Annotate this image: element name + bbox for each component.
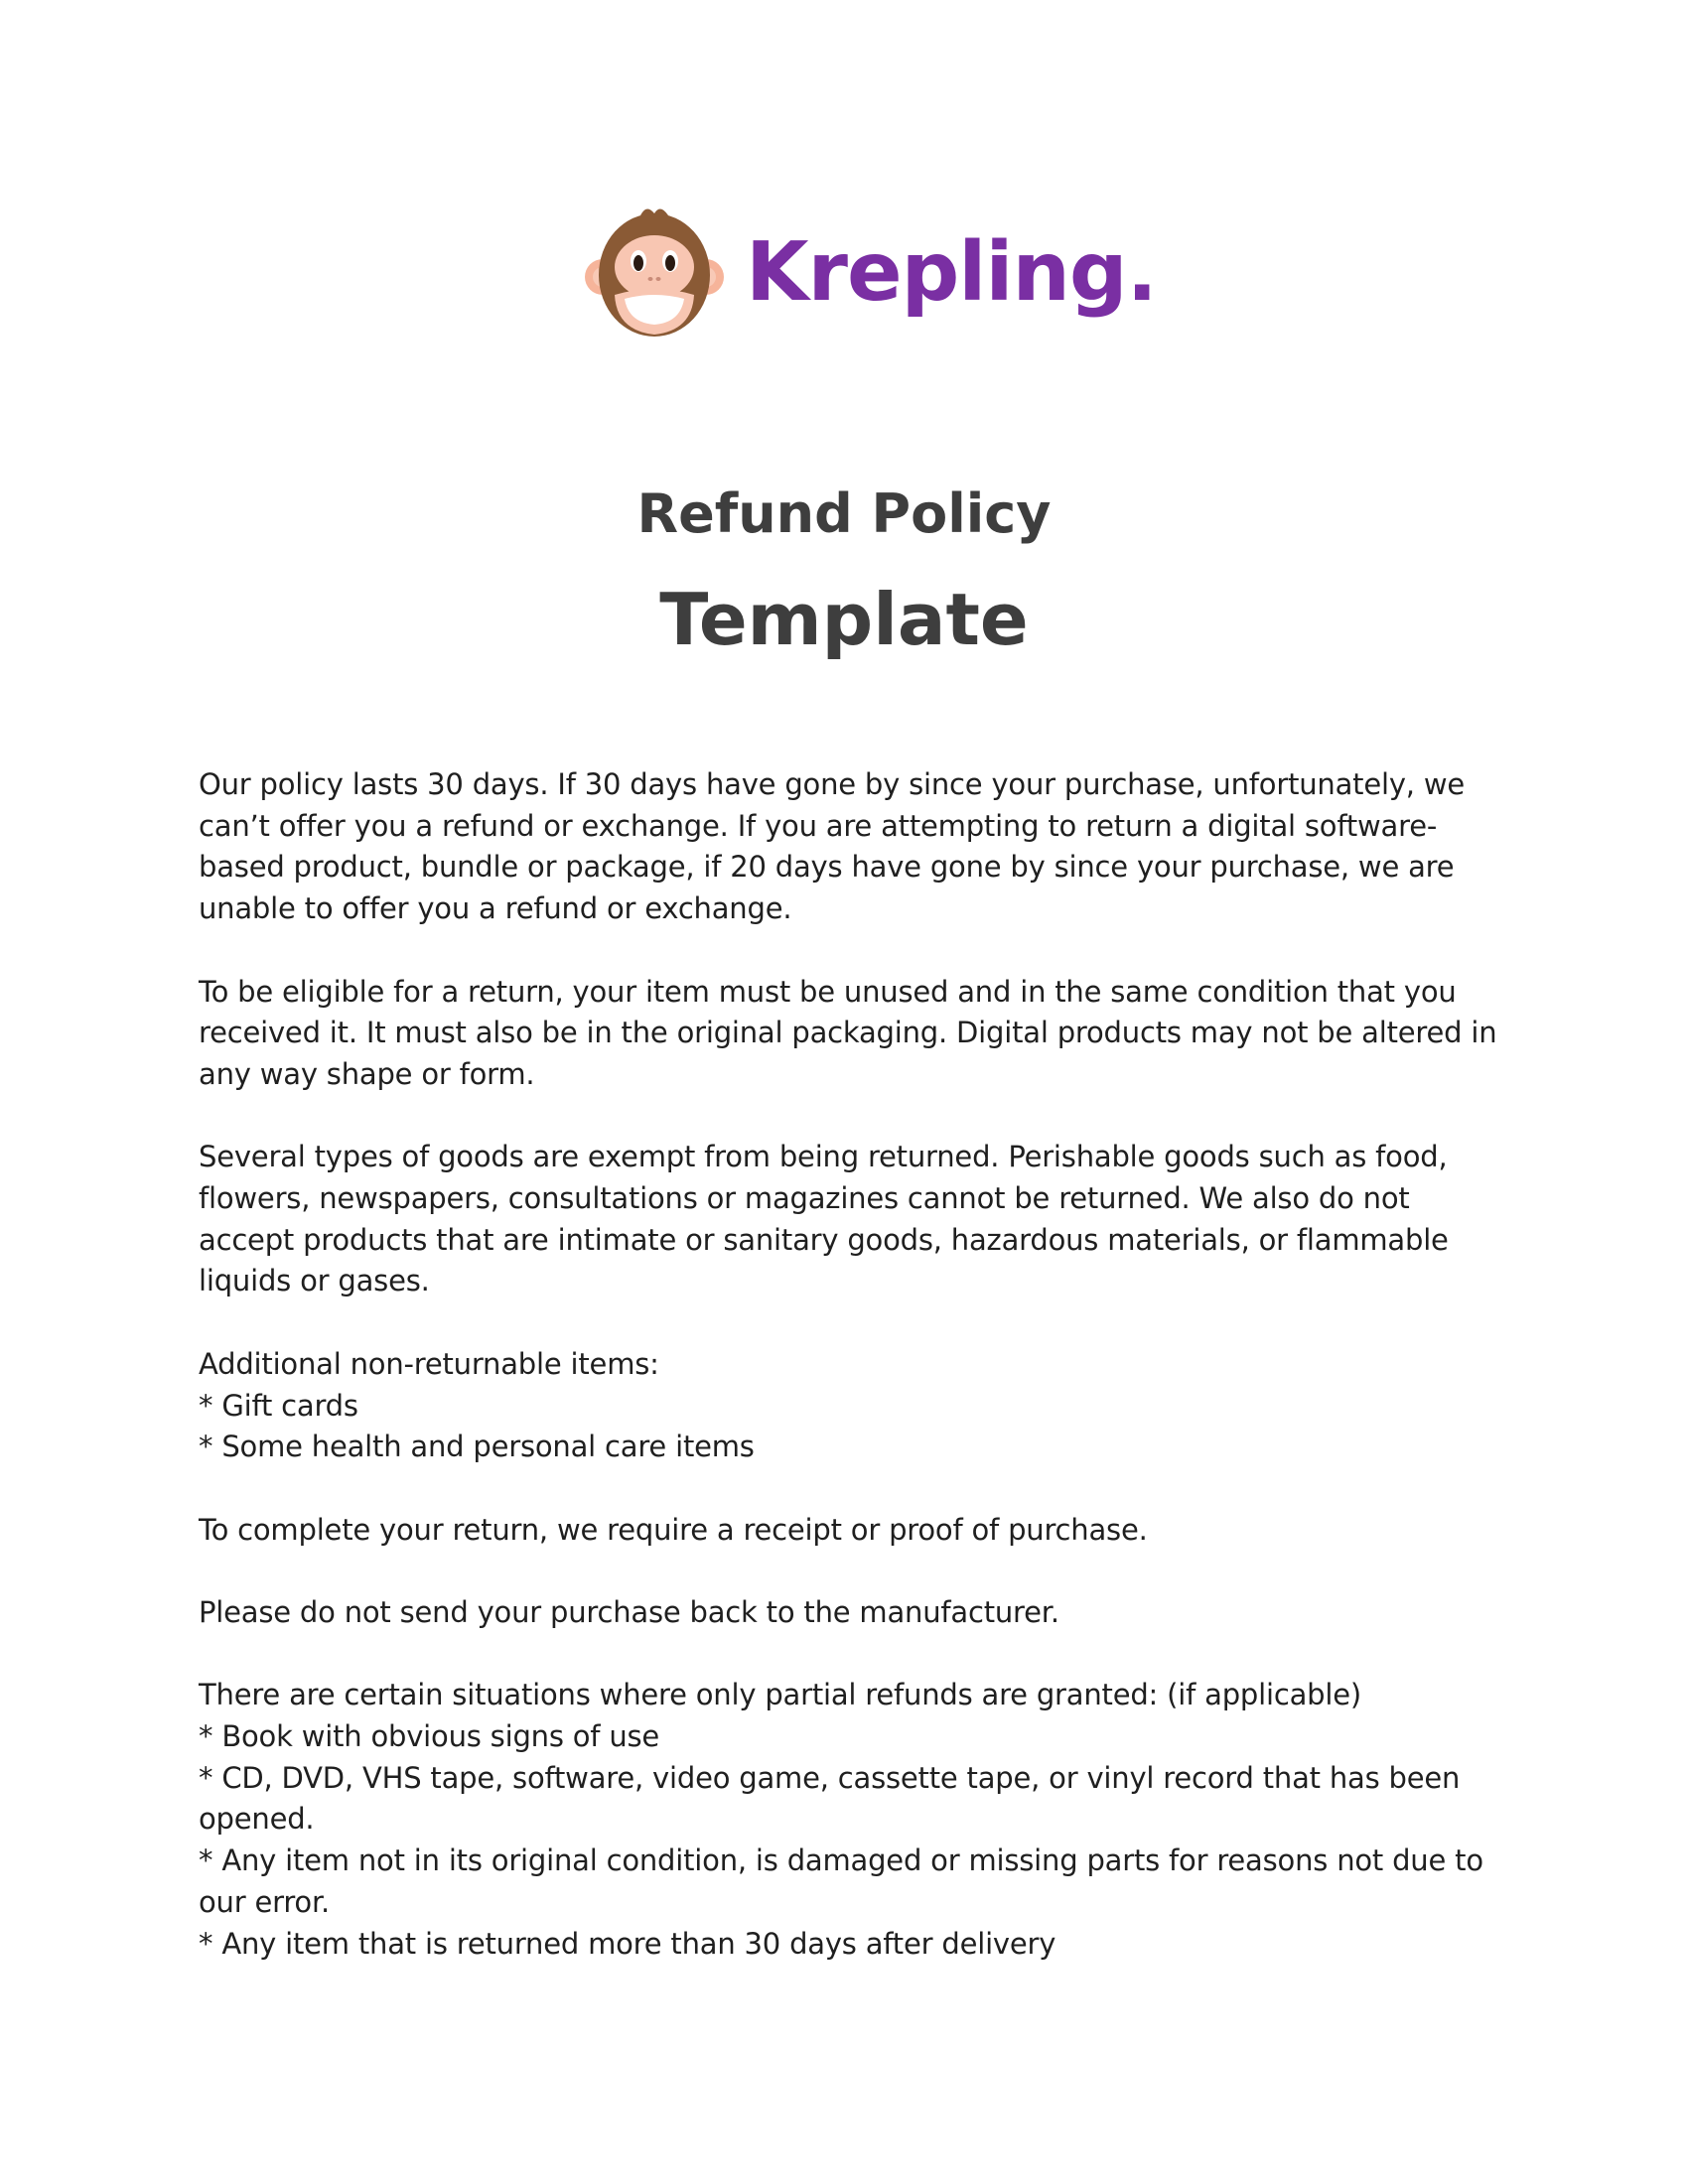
- list-item: * Any item not in its original condition, is damaged or missing parts for reasons not due to our error.: [199, 1843, 1483, 1919]
- policy-duration-paragraph: Our policy lasts 30 days. If 30 days have gone by since your purchase, unfortunately, we can’t offer you a refund or exchange. If you are attempting to return a digital software-based product, bundle or package, if 20 days have gone by since your purchase, we are unable to offer you a refund or exchange.: [199, 767, 1465, 926]
- partial-refunds-list: [199, 1675, 1499, 1965]
- non-returnable-list: [199, 1344, 1499, 1468]
- exempt-goods-paragraph: Several types of goods are exempt from being returned. Perishable goods such as food, flowers, newspapers, consultations or magazines cannot be returned. We also do not accept products that are intimate or sanitary goods, hazardous materials, or flammable liquids or gases.: [199, 1140, 1449, 1298]
- list-item: * Any item that is returned more than 30 days after delivery: [199, 1926, 1056, 1961]
- manufacturer-paragraph: Please do not send your purchase back to the manufacturer.: [199, 1594, 1059, 1629]
- brand-name: Krepling.: [746, 225, 1157, 320]
- list-item: * Gift cards: [199, 1388, 358, 1423]
- brand-logo: [581, 199, 1157, 347]
- receipt-paragraph: To complete your return, we require a receipt or proof of purchase.: [199, 1512, 1148, 1547]
- document-subtitle: Template: [659, 578, 1029, 661]
- document-body: [199, 764, 1499, 2006]
- partial-refunds-heading: There are certain situations where only partial refunds are granted: (if applicable): [199, 1678, 1361, 1712]
- document-title: Refund Policy: [636, 482, 1052, 545]
- non-returnable-heading: Additional non-returnable items:: [199, 1346, 659, 1381]
- monkey-mascot-icon: [581, 200, 728, 346]
- list-item: * Some health and personal care items: [199, 1430, 755, 1464]
- list-item: * CD, DVD, VHS tape, software, video game, cassette tape, or vinyl record that has been opened.: [199, 1760, 1461, 1837]
- eligibility-paragraph: To be eligible for a return, your item must be unused and in the same condition that you received it. It must also be in the original packaging. Digital products may not be altered in any way shape or form.: [199, 974, 1497, 1091]
- list-item: * Book with obvious signs of use: [199, 1719, 660, 1754]
